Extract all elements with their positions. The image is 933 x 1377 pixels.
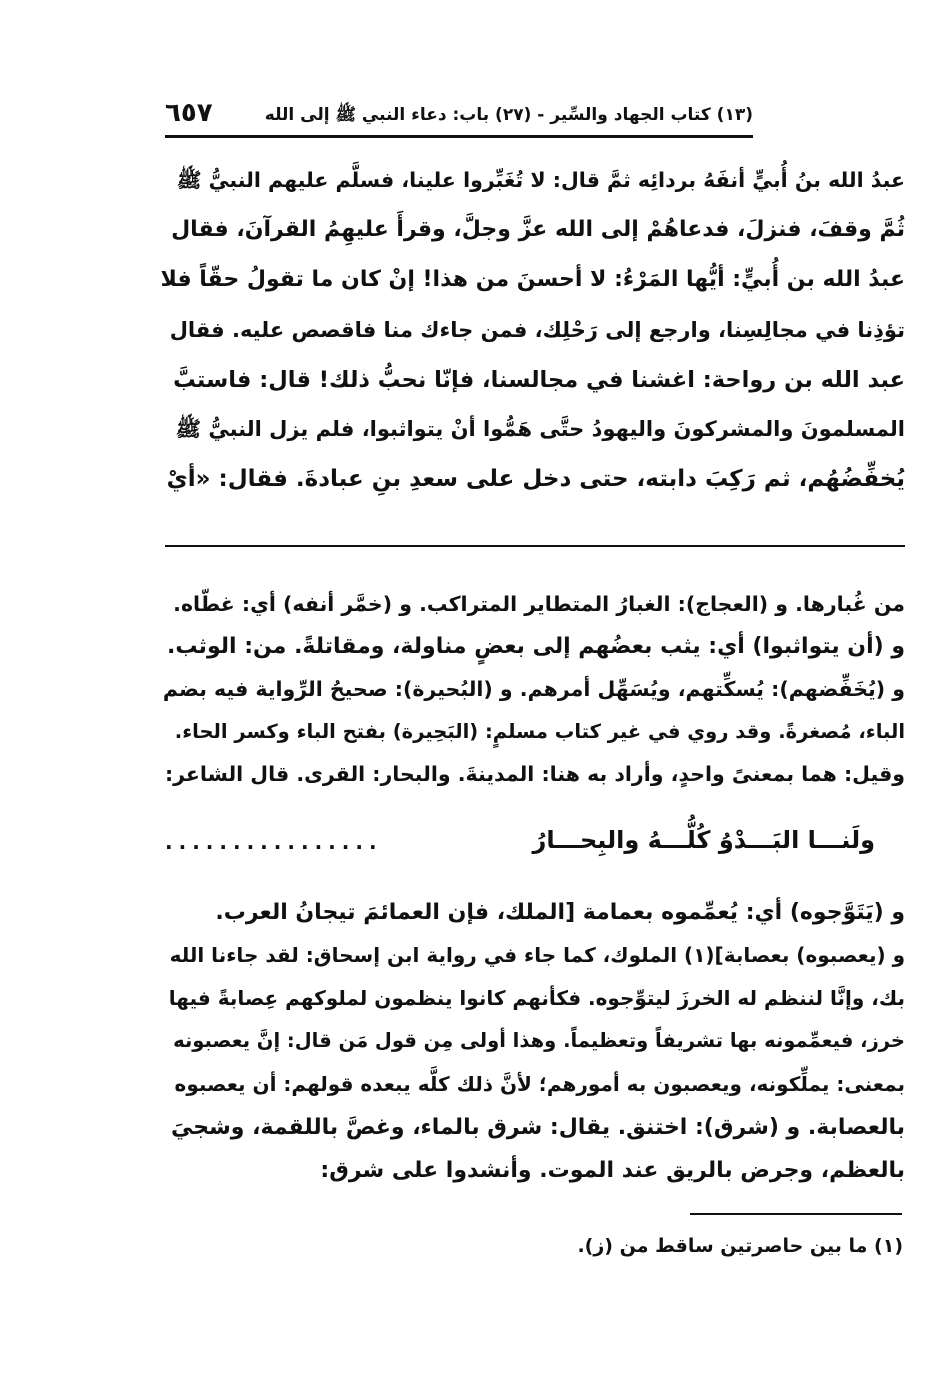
page-number: ٦٥٧	[165, 98, 213, 128]
main-text-line: عبدُ الله بن أُبيٍّ: أيُّها المَرْءُ: لا أحسنَ من هذا! إنْ كان ما تقولُ حقّاً فلا	[160, 267, 905, 292]
main-text-line: عبدُ الله بنُ أُبيٍّ أنفَهُ بردائِه ثمَّ قال: لا تُغَبِّروا علينا، فسلَّم عليهم النبيُّ ﷺ	[176, 168, 905, 192]
commentary-line: و (يعصبوه) بعصابة](١) الملوك، كما جاء في رواية ابن إسحاق: لقد جاءنا الله	[169, 943, 905, 967]
commentary-line: و (أن يتواثبوا) أي: يثب بعضُهم إلى بعضٍ مناولة، ومقاتلةً. من: الوثب.	[167, 634, 905, 659]
running-header	[165, 98, 753, 138]
verse-ellipsis: ................	[165, 830, 383, 854]
poetry-verse	[165, 826, 875, 862]
commentary-line: وقيل: هما بمعنىً واحدٍ، وأراد به هنا: المدينةَ. والبحار: القرى. قال الشاعر:	[164, 762, 905, 786]
verse-hemistich: ولَنـــا البَـــدْوُ كُلُّـــهُ والبِحـــارُ	[532, 826, 875, 854]
commentary-line: و (يُخَفِّضهم): يُسكِّتهم، ويُسَهِّل أمرهم. و (البُحيرة): صحيحُ الرِّواية فيه بضم	[162, 677, 905, 701]
commentary-line: بالعظم، وجرض بالريق عند الموت. وأنشدوا على شرق:	[320, 1158, 905, 1183]
section-divider	[165, 545, 905, 547]
commentary-line: و (يَتَوَّجوه) أي: يُعمِّموه بعمامة [الملك، فإن العمائمَ تيجانُ العرب.	[215, 900, 905, 925]
commentary-line: بالعصابة. و (شرق): اختنق. يقال: شرق بالماء، وغصَّ باللقمة، وشجيَ	[171, 1115, 905, 1140]
commentary-line: من غُبارها. و (العجاج): الغبارُ المتطاير المتراكب. و (خمَّر أنفه) أي: غطّاه.	[173, 592, 905, 616]
commentary-line: بك، وإنَّا لننظم له الخرزَ ليتوِّجوه. فكأنهم كانوا ينظمون لملوكهم عِصابةً فيها	[168, 986, 905, 1010]
header-title: (١٣) كتاب الجهاد والسِّير - (٢٧) باب: دعاء النبي ﷺ إلى الله	[264, 105, 753, 125]
commentary-line: خرز، فيعمِّمونه بها تشريفاً وتعظيماً. وهذا أولى مِن قول مَن قال: إنَّ يعصبونه	[173, 1029, 905, 1052]
footnote-rule	[690, 1213, 902, 1215]
main-text-line: ثُمَّ وقفَ، فنزلَ، فدعاهُمْ إلى الله عزَّ وجلَّ، وقرأَ عليهِمُ القرآنَ، فقال	[171, 217, 905, 242]
main-text-line: يُخفِّضُهُم، ثم رَكِبَ دابته، حتى دخل على سعدِ بنِ عبادةَ. فقال: «أيْ	[166, 466, 905, 492]
commentary-line: بمعنى: يملِّكونه، ويعصبون به أمورهم؛ لأنَّ ذلك كلَّه يبعده قولهم: أن يعصبوه	[174, 1072, 905, 1096]
main-text-line: المسلمونَ والمشركونَ واليهودُ حتَّى هَمُّوا أنْ يتواثبوا، فلم يزل النبيُّ ﷺ	[175, 417, 905, 441]
main-text-line: عبد الله بن رواحة: اغشنا في مجالسنا، فإنّا نحبُّ ذلك! قال: فاستبَّ	[173, 367, 905, 393]
main-text-line: تؤذِنا في مجالِسِنا، وارجع إلى رَحْلِك، فمن جاءك منا فاقصص عليه. فقال	[169, 318, 905, 342]
footnote: (١) ما بين حاصرتين ساقط من (ز).	[577, 1235, 903, 1257]
commentary-line: الباء، مُصغرةً. وقد روي في غير كتاب مسلمٍ: (البَحِيرة) بفتح الباء وكسر الحاء.	[174, 720, 905, 743]
